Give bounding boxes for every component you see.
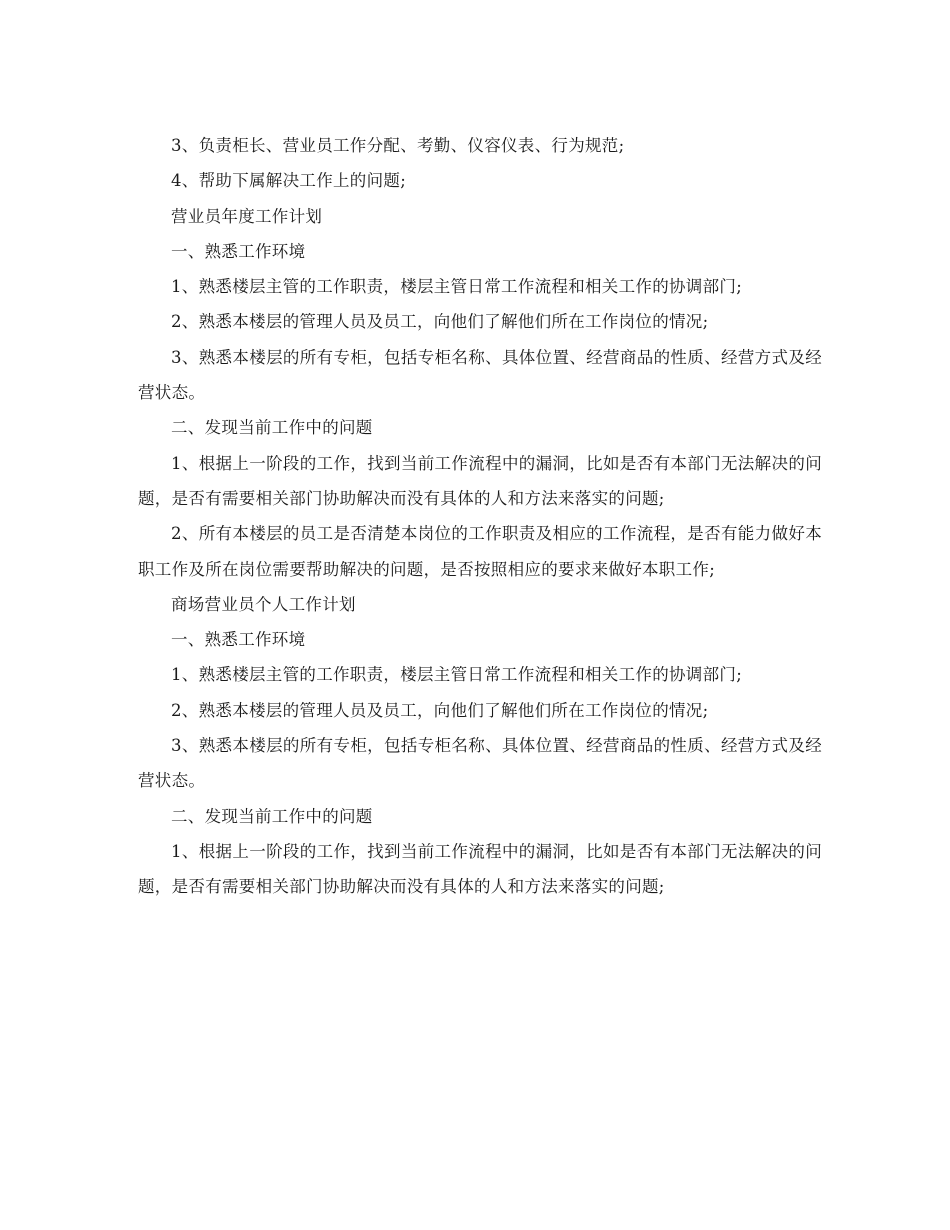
paragraph-duty-4: 4、帮助下属解决工作上的问题; [171,171,407,191]
paragraph-item-2: 2、熟悉本楼层的管理人员及员工，向他们了解他们所在工作岗位的情况; [171,312,709,332]
paragraph-problem-1-2: 1、根据上一阶段的工作，找到当前工作流程中的漏洞，比如是否有本部门无法解决的问题，是否有需要相关部门协助解决而没有具体的人和方法来落实的问题; [138,841,822,897]
paragraph-item-2-2: 2、熟悉本楼层的管理人员及员工，向他们了解他们所在工作岗位的情况; [171,700,709,720]
subheading-find-problems: 二、发现当前工作中的问题 [171,418,373,438]
section-heading-personal-plan: 商场营业员个人工作计划 [171,594,356,614]
paragraph-item-1-2: 1、熟悉楼层主管的工作职责，楼层主管日常工作流程和相关工作的协调部门; [171,665,743,685]
section-heading-annual-plan: 营业员年度工作计划 [171,206,323,226]
document-body [138,128,822,905]
paragraph-problem-1: 1、根据上一阶段的工作，找到当前工作流程中的漏洞，比如是否有本部门无法解决的问题，是否有需要相关部门协助解决而没有具体的人和方法来落实的问题; [138,453,822,508]
paragraph-item-1: 1、熟悉楼层主管的工作职责，楼层主管日常工作流程和相关工作的协调部门; [171,277,743,297]
subheading-familiarize-environment-2: 一、熟悉工作环境 [171,630,306,650]
paragraph-problem-2: 2、所有本楼层的员工是否清楚本岗位的工作职责及相应的工作流程，是否有能力做好本职工作及所在岗位需要帮助解决的问题，是否按照相应的要求来做好本职工作; [138,524,822,579]
subheading-find-problems-2: 二、发现当前工作中的问题 [171,806,373,826]
subheading-familiarize-environment: 一、熟悉工作环境 [171,241,306,261]
paragraph-item-3-2: 3、熟悉本楼层的所有专柜，包括专柜名称、具体位置、经营商品的性质、经营方式及经营状态。 [138,736,822,791]
paragraph-duty-3: 3、负责柜长、营业员工作分配、考勤、仪容仪表、行为规范; [171,136,625,155]
paragraph-item-3: 3、熟悉本楼层的所有专柜，包括专柜名称、具体位置、经营商品的性质、经营方式及经营状态。 [138,347,822,403]
